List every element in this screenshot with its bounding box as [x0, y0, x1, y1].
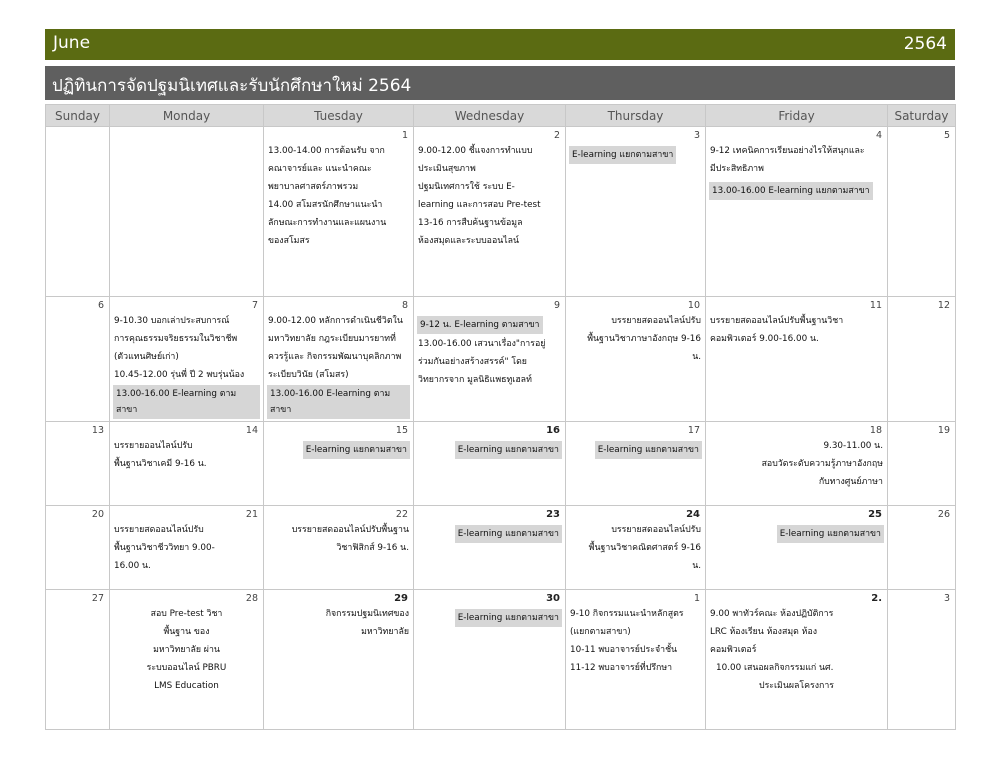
day-number: 26	[937, 509, 950, 520]
day-cell	[566, 590, 706, 730]
week-row	[46, 590, 956, 730]
event-line: E-learning แยกตามสาขา	[595, 441, 702, 459]
weekday-thursday: Thursday	[566, 105, 706, 127]
day-number: 1	[693, 593, 700, 604]
event-line: พื้นฐานวิชาภาษาอังกฤษ 9-16	[587, 334, 701, 344]
event-line: พื้นฐานวิชาคณิตศาสตร์ 9-16	[588, 543, 701, 553]
day-cell	[566, 127, 706, 297]
day-number: 28	[245, 593, 258, 604]
event-line: ปฐมนิเทศการใช้ ระบบ E-	[418, 182, 515, 192]
event-line: (ตัวแทนศิษย์เก่า)	[114, 352, 179, 362]
event-line: ประเมินสุขภาพ	[418, 164, 476, 174]
weekday-monday: Monday	[110, 105, 264, 127]
day-cell	[110, 127, 264, 297]
day-cell	[264, 506, 414, 590]
event-line: บรรยายสดออนไลน์ปรับพื้นฐานวิชา	[710, 316, 844, 326]
day-cell	[888, 297, 956, 422]
day-number: 24	[686, 509, 700, 520]
weekday-tuesday: Tuesday	[264, 105, 414, 127]
event-line: พื้นฐาน ของ	[163, 627, 210, 637]
event-line: ลักษณะการทำงานและแผนงาน	[268, 218, 387, 228]
event-line: คอมพิวเตอร์	[710, 645, 757, 655]
day-cell	[264, 127, 414, 297]
event-line: วิชาฟิสิกส์ 9-16 น.	[336, 543, 409, 553]
day-number: 14	[245, 425, 258, 436]
event-line: ระเบียบวินัย (สโมสร)	[268, 370, 349, 380]
event-line: บรรยายสดออนไลน์ปรับ	[611, 316, 701, 326]
year-label: 2564	[903, 34, 947, 54]
day-number: 20	[91, 509, 104, 520]
week-row	[46, 127, 956, 297]
day-cell	[706, 297, 888, 422]
day-cell	[566, 422, 706, 506]
event-line: LMS Education	[154, 681, 219, 691]
event-line: 9-12 น. E-learning ตามสาขา	[417, 316, 543, 334]
day-cell	[888, 127, 956, 297]
day-number: 7	[251, 300, 258, 311]
day-cell	[706, 127, 888, 297]
week-row	[46, 506, 956, 590]
day-number: 18	[869, 425, 882, 436]
day-cell	[46, 590, 110, 730]
week-row	[46, 297, 956, 422]
day-cell	[46, 422, 110, 506]
event-line: 9.00-12.00 ชี้แจงการทำแบบ	[418, 146, 533, 156]
month-banner	[45, 29, 955, 60]
day-cell	[46, 506, 110, 590]
day-cell	[110, 297, 264, 422]
event-line: 9-12 เทคนิคการเรียนอย่างไรให้สนุกและ	[710, 146, 865, 156]
day-cell	[414, 590, 566, 730]
day-number: 25	[868, 509, 882, 520]
day-number: 11	[869, 300, 882, 311]
event-line: 14.00 สโมสรนักศึกษาแนะนำ	[268, 200, 383, 210]
event-line: ร่วมกันอย่างสร้างสรรค์" โดย	[418, 357, 527, 367]
event-line: กิจกรรมปฐมนิเทศของ	[325, 609, 409, 619]
day-number: 16	[546, 425, 560, 436]
event-line: 13.00-16.00 เสวนาเรื่อง"การอยู่	[418, 339, 546, 349]
day-cell	[110, 422, 264, 506]
event-line: 13.00-14.00 การต้อนรับ จาก	[268, 146, 385, 156]
day-number: 17	[687, 425, 700, 436]
event-line: คอมพิวเตอร์ 9.00-16.00 น.	[710, 334, 819, 344]
day-cell	[566, 506, 706, 590]
event-line: กับทางศูนย์ภาษา	[818, 477, 883, 487]
day-cell	[46, 297, 110, 422]
event-line: ควรรู้และ กิจกรรมพัฒนาบุคลิกภาพ	[268, 352, 402, 362]
day-cell	[414, 127, 566, 297]
event-line: บรรยายออนไลน์ปรับ	[114, 441, 193, 451]
week-row	[46, 422, 956, 506]
day-cell	[264, 422, 414, 506]
event-line: บรรยายสดออนไลน์ปรับ	[611, 525, 701, 535]
day-cell	[888, 506, 956, 590]
weekday-header-row	[46, 105, 956, 127]
event-line: 9.00-12.00 หลักการดำเนินชีวิตใน	[268, 316, 403, 326]
day-number: 3	[693, 130, 700, 141]
calendar-title-bar	[45, 66, 955, 100]
event-line: E-learning แยกตามสาขา	[569, 146, 676, 164]
day-cell	[46, 127, 110, 297]
day-number: 6	[97, 300, 104, 311]
day-cell	[110, 590, 264, 730]
day-number: 9	[553, 300, 560, 311]
day-cell	[706, 590, 888, 730]
event-line: E-learning แยกตามสาขา	[303, 441, 410, 459]
day-number: 19	[937, 425, 950, 436]
day-cell	[110, 506, 264, 590]
day-number: 5	[943, 130, 950, 141]
day-number: 15	[395, 425, 408, 436]
event-line: 10-11 พบอาจารย์ประจำชั้น	[570, 645, 678, 655]
event-line: 11-12 พบอาจารย์ที่ปรึกษา	[570, 663, 673, 673]
day-cell	[566, 297, 706, 422]
event-line: ห้องสมุดและระบบออนไลน์	[418, 236, 520, 246]
event-line: 13-16 การสืบค้นฐานข้อมูล	[418, 218, 523, 228]
day-cell	[414, 297, 566, 422]
event-line: การคุณธรรมจริยธรรมในวิชาชีพ	[114, 334, 238, 344]
day-number: 3	[943, 593, 950, 604]
day-cell	[888, 422, 956, 506]
event-line: E-learning แยกตามสาขา	[455, 609, 562, 627]
calendar-title: ปฏิทินการจัดปฐมนิเทศและรับนักศึกษาใหม่ 2564	[52, 76, 412, 96]
weekday-wednesday: Wednesday	[414, 105, 566, 127]
event-line: ของสโมสร	[268, 236, 310, 246]
event-line: สอบ Pre-test วิชา	[150, 609, 223, 619]
event-line: วิทยากรจาก มูลนิธิแพธทูเฮลท์	[418, 375, 532, 385]
event-line: พื้นฐานวิชาเคมี 9-16 น.	[114, 459, 207, 469]
calendar-grid	[45, 104, 956, 730]
day-number: 29	[394, 593, 408, 604]
event-line: น.	[692, 561, 701, 571]
day-number: 2	[553, 130, 560, 141]
event-line: E-learning แยกตามสาขา	[777, 525, 884, 543]
event-line: 10.45-12.00 รุ่นพี่ ปี 2 พบรุ่นน้อง	[114, 370, 245, 380]
day-number: 30	[546, 593, 560, 604]
month-label: June	[53, 33, 91, 53]
weekday-friday: Friday	[706, 105, 888, 127]
event-line: บรรยายสดออนไลน์ปรับพื้นฐาน	[291, 525, 409, 535]
day-number: 2.	[871, 593, 882, 604]
event-line: 13.00-16.00 E-learning ตามสาขา	[113, 385, 260, 419]
day-number: 12	[937, 300, 950, 311]
event-line: 10.00 เสนอผลกิจกรรมแก่ นศ.	[716, 663, 834, 673]
day-number: 21	[245, 509, 258, 520]
event-line: 9-10 กิจกรรมแนะนำหลักสูตร	[570, 609, 684, 619]
day-cell	[706, 506, 888, 590]
event-line: สอบวัดระดับความรู้ภาษาอังกฤษ	[761, 459, 883, 469]
day-cell	[888, 590, 956, 730]
day-number: 4	[875, 130, 882, 141]
event-line: คณาจารย์และ แนะนำคณะ	[268, 164, 372, 174]
event-line: E-learning แยกตามสาขา	[455, 441, 562, 459]
day-cell	[264, 297, 414, 422]
day-cell	[706, 422, 888, 506]
weekday-saturday: Saturday	[888, 105, 956, 127]
event-line: พยาบาลศาสตร์ภาพรวม	[268, 182, 359, 192]
event-line: 9.30-11.00 น.	[823, 441, 883, 451]
event-line: มหาวิทยาลัย	[361, 627, 409, 637]
event-line: LRC ห้องเรียน ห้องสมุด ห้อง	[710, 627, 818, 637]
event-line: 9-10.30 บอกเล่าประสบการณ์	[114, 316, 230, 326]
day-number: 27	[91, 593, 104, 604]
event-line: มหาวิทยาลัย ผ่าน	[153, 645, 220, 655]
day-cell	[414, 506, 566, 590]
event-line: พื้นฐานวิชาชีววิทยา 9.00-	[114, 543, 215, 553]
event-line: 9.00 พาทัวร์คณะ ห้องปฏิบัติการ	[710, 609, 834, 619]
event-line: learning และการสอบ Pre-test	[418, 200, 541, 210]
event-line: บรรยายสดออนไลน์ปรับ	[114, 525, 204, 535]
day-number: 13	[91, 425, 104, 436]
event-line: 13.00-16.00 E-learning ตามสาขา	[267, 385, 410, 419]
event-line: มีประสิทธิภาพ	[710, 164, 764, 174]
day-cell	[264, 590, 414, 730]
event-line: 13.00-16.00 E-learning แยกตามสาขา	[709, 182, 873, 200]
event-line: E-learning แยกตามสาขา	[455, 525, 562, 543]
day-number: 10	[687, 300, 700, 311]
day-cell	[414, 422, 566, 506]
event-line: (แยกตามสาขา)	[570, 627, 631, 637]
event-line: ประเมินผลโครงการ	[758, 681, 835, 691]
day-number: 22	[395, 509, 408, 520]
event-line: น.	[692, 352, 701, 362]
event-line: 16.00 น.	[114, 561, 151, 571]
event-line: มหาวิทยาลัย กฎระเบียบมารยาทที่	[268, 334, 396, 344]
day-number: 1	[401, 130, 408, 141]
day-number: 8	[401, 300, 408, 311]
event-line: ระบบออนไลน์ PBRU	[146, 663, 227, 673]
day-number: 23	[546, 509, 560, 520]
weekday-sunday: Sunday	[46, 105, 110, 127]
